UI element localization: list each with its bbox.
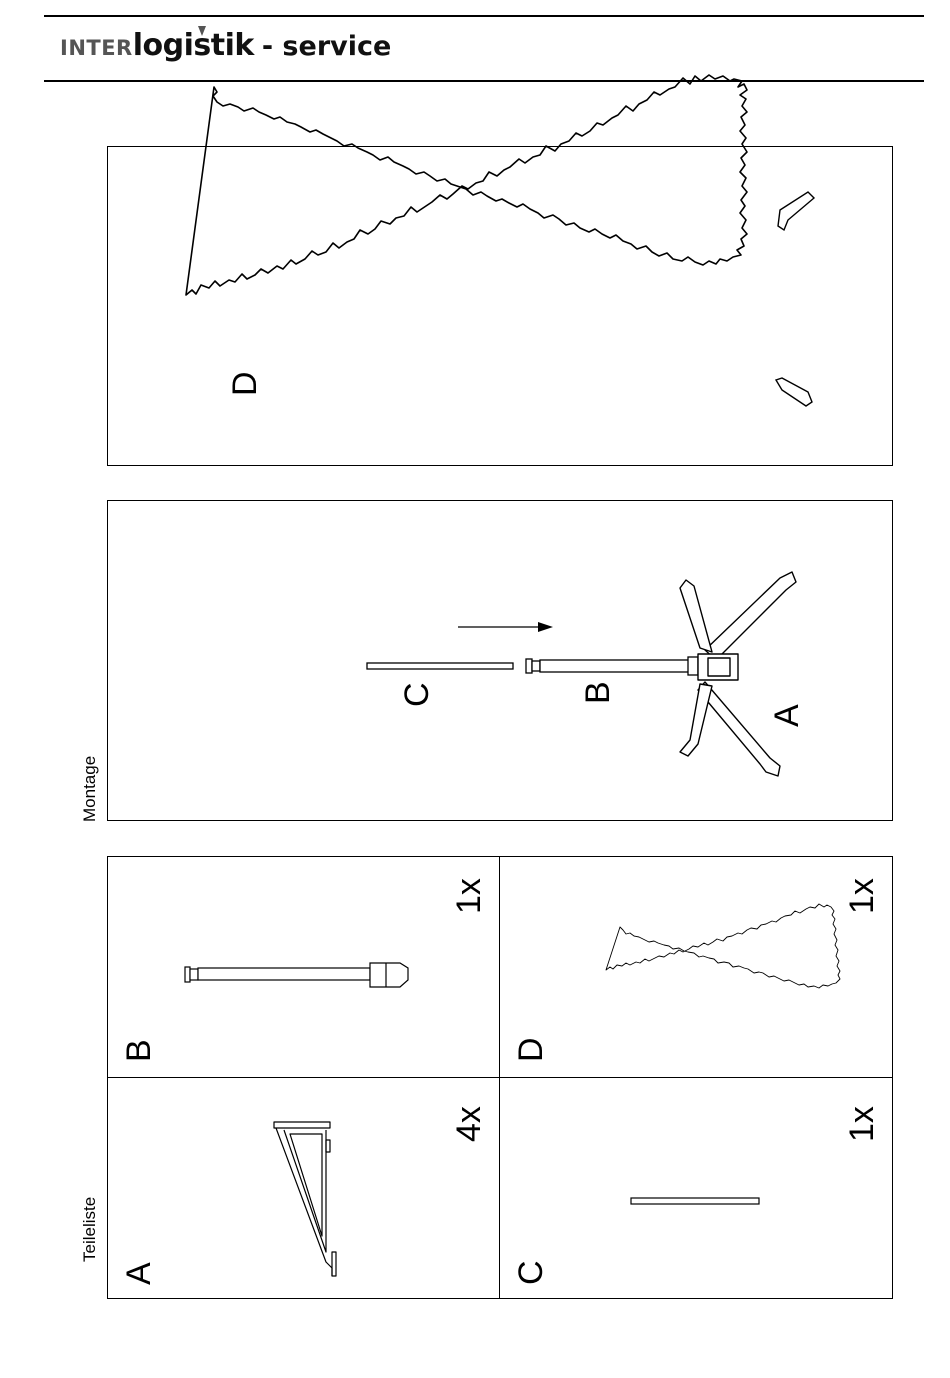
part-c-letter: C [512, 1260, 550, 1285]
part-b-letter: B [120, 1039, 158, 1062]
montage-label-c: C [398, 682, 436, 707]
part-c-quantity: 1x [843, 1106, 881, 1142]
part-b-quantity: 1x [450, 878, 488, 914]
logo-logistik-text: logistik [132, 28, 254, 63]
part-d-letter: D [512, 1037, 550, 1062]
montage-heading: Montage [80, 755, 99, 822]
montage-label-a: A [768, 704, 806, 727]
part-d-quantity: 1x [843, 878, 881, 914]
part-a-quantity: 4x [450, 1106, 488, 1142]
part-d-tree-outline [606, 904, 840, 988]
logo-inter-text: INTER [60, 36, 133, 60]
logo-service-text: - service [261, 31, 392, 62]
assembled-tree-label: D [226, 371, 264, 396]
part-a-letter: A [120, 1262, 158, 1285]
montage-label-b: B [579, 681, 617, 704]
teileliste-heading: Teileliste [80, 1196, 99, 1262]
